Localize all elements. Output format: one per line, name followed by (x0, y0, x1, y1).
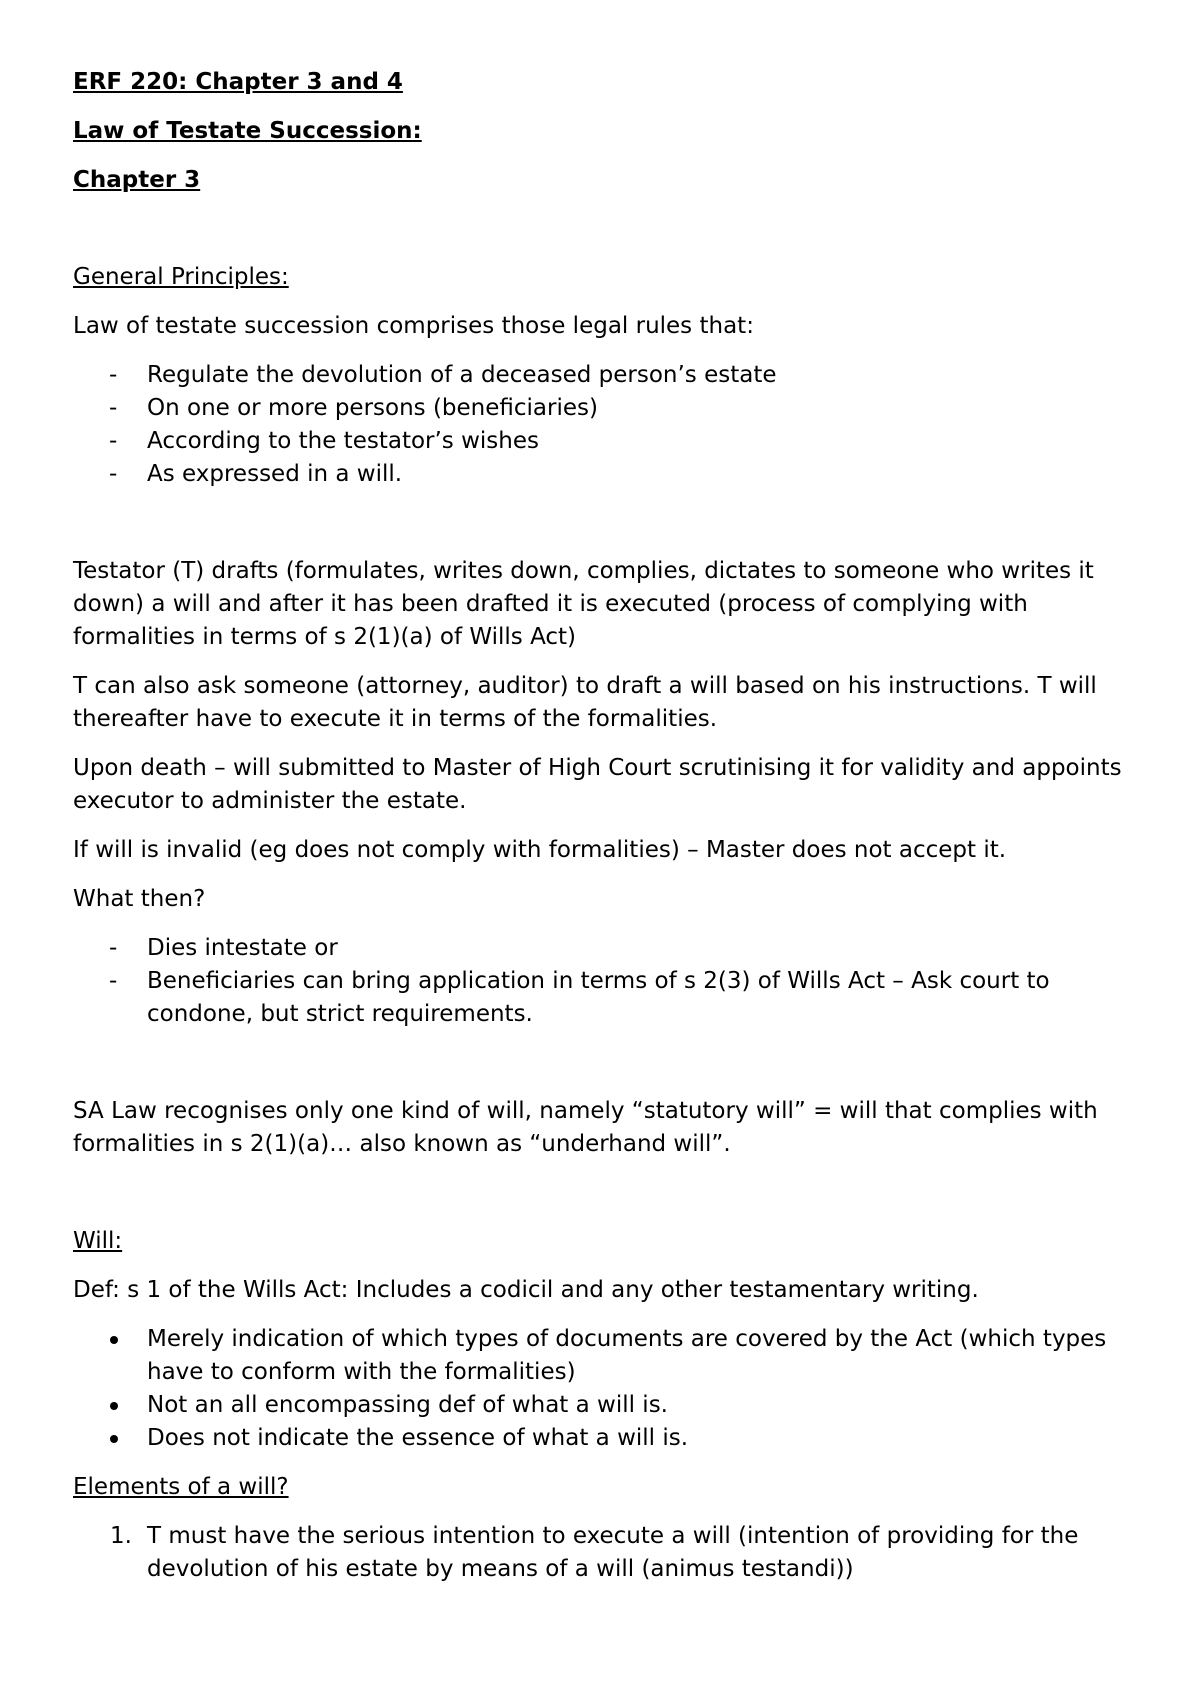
document-title: ERF 220: Chapter 3 and 4 (73, 69, 403, 95)
list-item-text: Beneficiaries can bring application in terms of s 2(3) of Wills Act – Ask court to condone, but strict requirements. (147, 968, 1050, 1027)
dash-marker: - (109, 428, 118, 454)
list-item (73, 1520, 1133, 1586)
dash-marker: - (109, 395, 118, 421)
invalid-paragraph: If will is invalid (eg does not comply with formalities) – Master does not accept it. (73, 837, 1007, 863)
testator-paragraph: Testator (T) drafts (formulates, writes down, complies, dictates to someone who writes it down) a will and after it has been drafted it is executed (process of complying with formalities in terms of s 2(1)(a) of Wills Act) (73, 558, 1094, 650)
list-item-text: Regulate the devolution of a deceased person’s estate (147, 362, 777, 388)
list-item-text: Merely indication of which types of documents are covered by the Act (which types have to conform with the formalities) (147, 1326, 1107, 1385)
bullet-icon (110, 1435, 118, 1443)
dash-marker: - (109, 968, 118, 994)
list-item (73, 359, 1133, 392)
sa-law-paragraph: SA Law recognises only one kind of will, namely “statutory will” = will that complies with formalities in s 2(1)(a)… also known as “underhand will”. (73, 1098, 1098, 1157)
spacer (73, 507, 1133, 555)
attorney-paragraph: T can also ask someone (attorney, auditor) to draft a will based on his instructions. T will thereafter have to execute it in terms of the formalities. (73, 673, 1097, 732)
list-item (73, 932, 1133, 965)
will-heading: Will: (73, 1228, 123, 1254)
number-marker: 1. (110, 1523, 132, 1549)
spacer (73, 1177, 1133, 1225)
list-item (73, 1323, 1133, 1389)
spacer (73, 213, 1133, 261)
bullet-icon (110, 1336, 118, 1344)
list-item (73, 425, 1133, 458)
will-list (73, 1323, 1133, 1455)
bullet-icon (110, 1402, 118, 1410)
document-subtitle: Law of Testate Succession: (73, 118, 422, 144)
list-item-text: T must have the serious intention to execute a will (intention of providing for the devolution of his estate by means of a will (animus testandi)) (147, 1523, 1079, 1582)
dash-marker: - (109, 461, 118, 487)
list-item (73, 965, 1133, 1031)
list-item (73, 1389, 1133, 1422)
will-definition: Def: s 1 of the Wills Act: Includes a codicil and any other testamentary writing. (73, 1277, 979, 1303)
elements-list (73, 1520, 1133, 1586)
death-paragraph: Upon death – will submitted to Master of High Court scrutinising it for validity and appoints executor to administer the estate. (73, 755, 1122, 814)
dash-marker: - (109, 362, 118, 388)
intro-list (73, 359, 1133, 491)
chapter-heading: Chapter 3 (73, 167, 201, 193)
intro-paragraph: Law of testate succession comprises those legal rules that: (73, 313, 754, 339)
elements-heading: Elements of a will? (73, 1474, 289, 1500)
what-then-paragraph: What then? (73, 886, 206, 912)
list-item-text: Not an all encompassing def of what a will is. (147, 1392, 668, 1418)
list-item (73, 458, 1133, 491)
list-item-text: According to the testator’s wishes (147, 428, 539, 454)
document-page (73, 66, 1133, 1602)
what-then-list (73, 932, 1133, 1031)
list-item-text: Does not indicate the essence of what a will is. (147, 1425, 689, 1451)
list-item (73, 392, 1133, 425)
spacer (73, 1047, 1133, 1095)
list-item-text: On one or more persons (beneficiaries) (147, 395, 598, 421)
list-item-text: Dies intestate or (147, 935, 338, 961)
dash-marker: - (109, 935, 118, 961)
list-item-text: As expressed in a will. (147, 461, 403, 487)
general-principles-heading: General Principles: (73, 264, 289, 290)
list-item (73, 1422, 1133, 1455)
